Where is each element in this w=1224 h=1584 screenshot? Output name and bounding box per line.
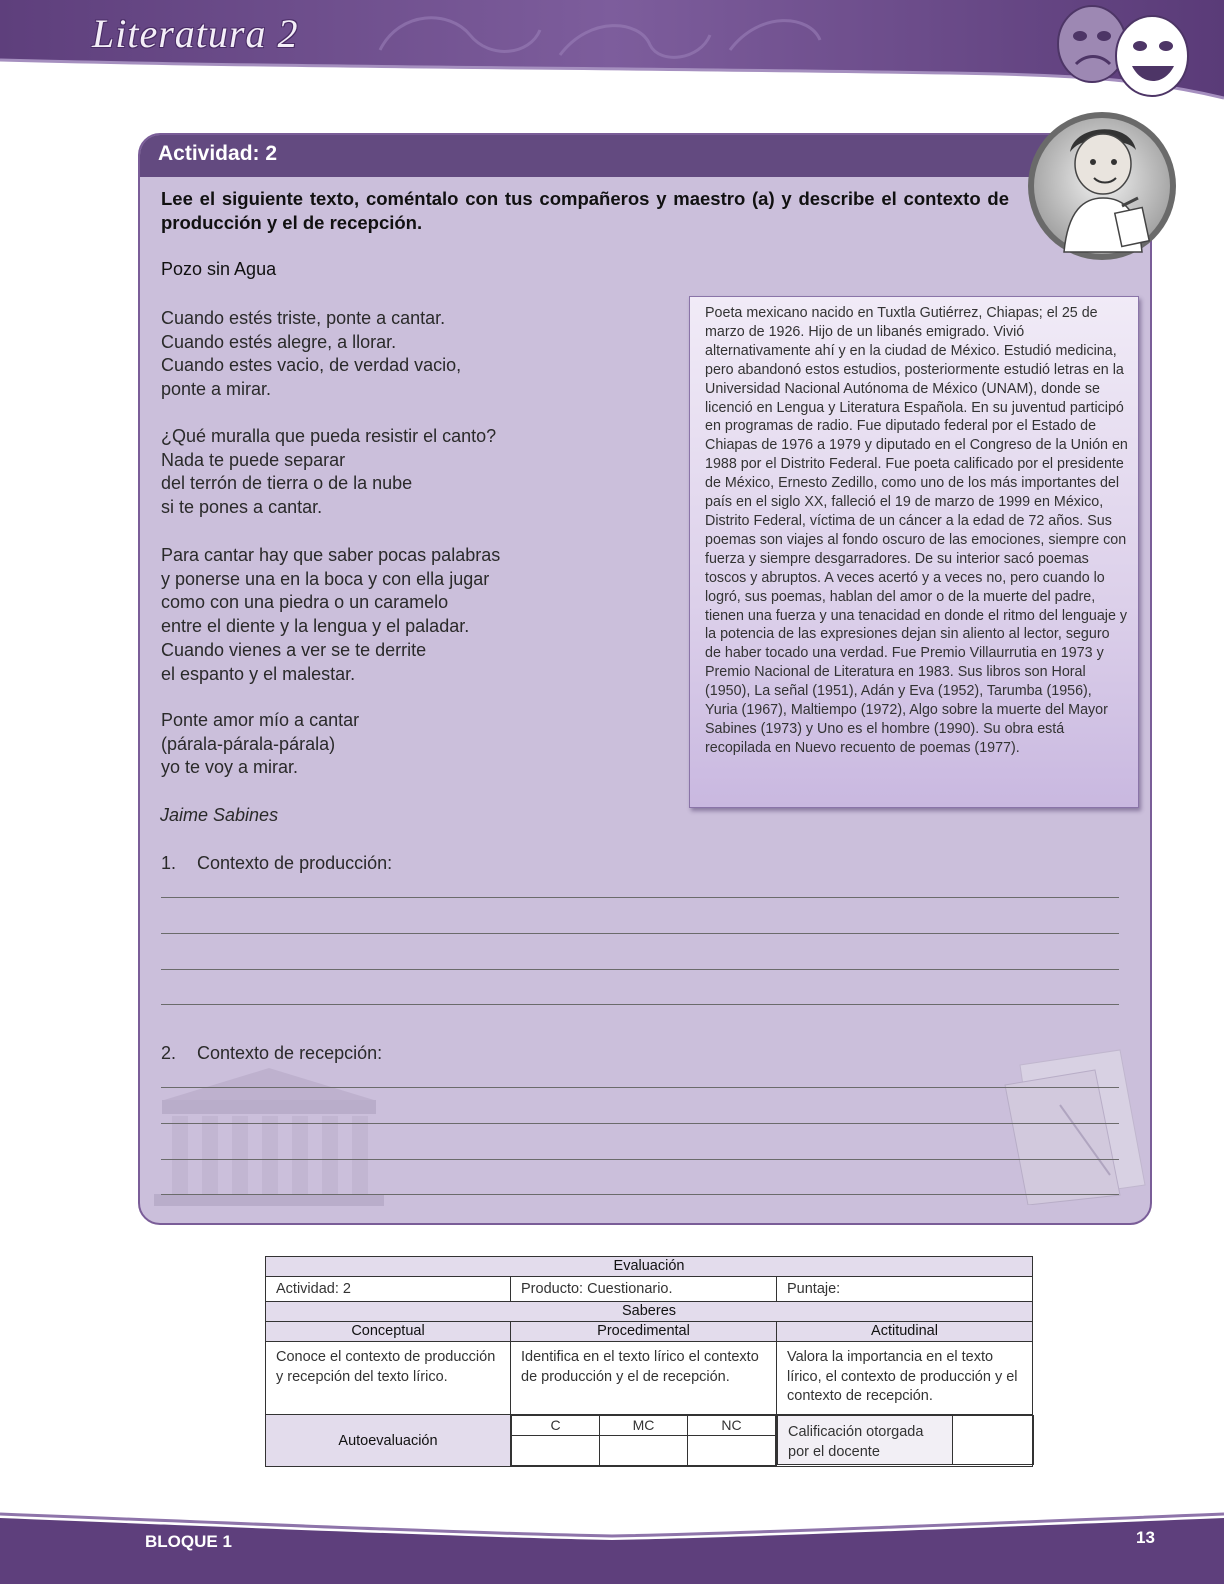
teacher-grade-cell bbox=[777, 1415, 1033, 1467]
teacher-grade-box[interactable] bbox=[953, 1416, 1034, 1465]
conceptual-description: Conoce el contexto de producción y recepción del texto lírico. bbox=[266, 1342, 511, 1415]
self-evaluation-label: Autoevaluación bbox=[266, 1415, 511, 1467]
page-header bbox=[0, 0, 1224, 110]
student-avatar bbox=[1026, 106, 1178, 266]
question-reception bbox=[161, 1043, 382, 1064]
poem-author: Jaime Sabines bbox=[160, 805, 279, 825]
poem-line: ponte a mirar. bbox=[161, 379, 272, 400]
question-label: Contexto de producción: bbox=[197, 853, 393, 873]
page-number: 13 bbox=[1136, 1528, 1155, 1547]
saberes-header: Saberes bbox=[266, 1302, 1033, 1322]
answer-line[interactable] bbox=[161, 1004, 1119, 1005]
poem-line: si te pones a cantar. bbox=[161, 497, 323, 518]
papers-illustration bbox=[1000, 1045, 1150, 1205]
poem-stanza bbox=[161, 709, 681, 780]
poem-line: Cuando estés triste, ponte a cantar. bbox=[161, 308, 446, 328]
teacher-grade-label: Calificación otorgada por el docente bbox=[778, 1416, 953, 1465]
procedimental-description: Identifica en el texto lírico el contexto de producción y el de recepción. bbox=[511, 1342, 777, 1415]
poem-line: Para cantar hay que saber pocas palabras bbox=[161, 545, 501, 565]
author-biography: Poeta mexicano nacido en Tuxtla Gutiérrez, Chiapas; el 25 de marzo de 1926. Hijo de un libanés emigrado. Vivió alternativamente ahí y en la ciudad de México. Estudió medicina, pero abandonó estos estudios, posteriormente estudió letras en la Universidad Nacional Autónoma de México (UNAM), donde se licenció en Lengua y Literatura Española. En su juventud participó en programas de radio. Fue diputado federal por el Estado de Chiapas de 1976 a 1979 y diputado en el Congreso de la Unión en 1988 por el Distrito Federal. Fue poeta calificado por el presidente de México, Ernesto Zedillo, como uno de los más importantes del país en el siglo XX, falleció el 19 de marzo de 1999 en México, Distrito Federal, víctima de un cáncer a la edad de 72 años. Sus poemas son viajes al fondo oscuro de las emociones, siempre con fuerza y siempre desgarradores. De su interior sacó poemas toscos y abruptos. A veces acertó y a veces no, pero cuando lo logró, sus poemas, hablan del amor o de la muerte del padre, tienen una fuerza y una tenacidad en donde el ritmo del lenguaje y la potencia de las expresiones dejan sin aliento al lector, seguro de haber tocado una verdad. Fue Premio Villaurrutia en 1973 y Premio Nacional de Literatura en 1983. Sus libros son Horal (1950), La señal (1951), Adán y Eva (1952), Tarumba (1956), Yuria (1967), Maltiempo (1972), Algo sobre la muerte del Mayor Sabines (1973) y Uno es el hombre (1990). Su obra está recopilada en Nuevo recuento de poemas (1977). bbox=[689, 296, 1139, 808]
mark-mc-label: MC bbox=[600, 1416, 688, 1436]
actitudinal-description: Valora la importancia en el texto lírico, el contexto de producción y el contexto de recepción. bbox=[777, 1342, 1033, 1415]
evaluation-title: Evaluación bbox=[266, 1257, 1033, 1277]
evaluation-activity: Actividad: 2 bbox=[266, 1277, 511, 1302]
header-procedimental: Procedimental bbox=[511, 1322, 777, 1342]
self-evaluation-marks bbox=[511, 1415, 777, 1467]
answer-line[interactable] bbox=[161, 1123, 1119, 1124]
poem-title: Pozo sin Agua bbox=[161, 259, 277, 279]
poem-line: yo te voy a mirar. bbox=[161, 757, 299, 778]
poem-line: Cuando estes vacio, de verdad vacio, bbox=[161, 355, 462, 376]
poem-line: Cuando estés alegre, a llorar. bbox=[161, 331, 397, 352]
temple-illustration bbox=[144, 1060, 394, 1210]
header-actitudinal: Actitudinal bbox=[777, 1322, 1033, 1342]
poem-line: como con una piedra o un caramelo bbox=[161, 592, 449, 613]
answer-line[interactable] bbox=[161, 1194, 1119, 1195]
poem-line: Ponte amor mío a cantar bbox=[161, 710, 360, 730]
mark-c-box[interactable] bbox=[512, 1436, 600, 1466]
question-number: 2. bbox=[161, 1043, 177, 1063]
answer-line[interactable] bbox=[161, 897, 1119, 898]
poem-line: Cuando vienes a ver se te derrite bbox=[161, 639, 427, 660]
poem-line: (párala-párala-párala) bbox=[161, 733, 336, 754]
activity-heading: Actividad: 2 bbox=[158, 142, 278, 165]
question-label: Contexto de recepción: bbox=[197, 1043, 383, 1063]
header-title: Literatura 2 bbox=[92, 11, 299, 56]
answer-line[interactable] bbox=[161, 1087, 1119, 1088]
evaluation-table bbox=[265, 1256, 1033, 1467]
answer-line[interactable] bbox=[161, 1159, 1119, 1160]
mark-nc-label: NC bbox=[688, 1416, 776, 1436]
question-production bbox=[161, 853, 392, 874]
footer-block-label: BLOQUE 1 bbox=[145, 1532, 232, 1551]
evaluation-product: Producto: Cuestionario. bbox=[511, 1277, 777, 1302]
poem-line: entre el diente y la lengua y el paladar. bbox=[161, 616, 470, 637]
question-number: 1. bbox=[161, 853, 177, 873]
mark-mc-box[interactable] bbox=[600, 1436, 688, 1466]
poem-line: Nada te puede separar bbox=[161, 449, 346, 470]
poem-line: ¿Qué muralla que pueda resistir el canto? bbox=[161, 426, 497, 446]
mark-nc-box[interactable] bbox=[688, 1436, 776, 1466]
header-conceptual: Conceptual bbox=[266, 1322, 511, 1342]
poem-stanza bbox=[161, 307, 681, 402]
answer-line[interactable] bbox=[161, 969, 1119, 970]
mark-c-label: C bbox=[512, 1416, 600, 1436]
poem-stanza bbox=[161, 544, 681, 686]
poem-line: del terrón de tierra o de la nube bbox=[161, 473, 413, 494]
poem-stanza bbox=[161, 425, 681, 520]
theater-masks-icon bbox=[1030, 4, 1220, 104]
activity-instructions: Lee el siguiente texto, coméntalo con tus compañeros y maestro (a) y describe el contexto de producción y el de recepción. bbox=[161, 188, 1009, 233]
poem-line: el espanto y el malestar. bbox=[161, 663, 356, 684]
evaluation-score[interactable]: Puntaje: bbox=[777, 1277, 1033, 1302]
answer-line[interactable] bbox=[161, 933, 1119, 934]
poem-line: y ponerse una en la boca y con ella jugar bbox=[161, 568, 490, 589]
activity-header-bar bbox=[140, 135, 1150, 177]
